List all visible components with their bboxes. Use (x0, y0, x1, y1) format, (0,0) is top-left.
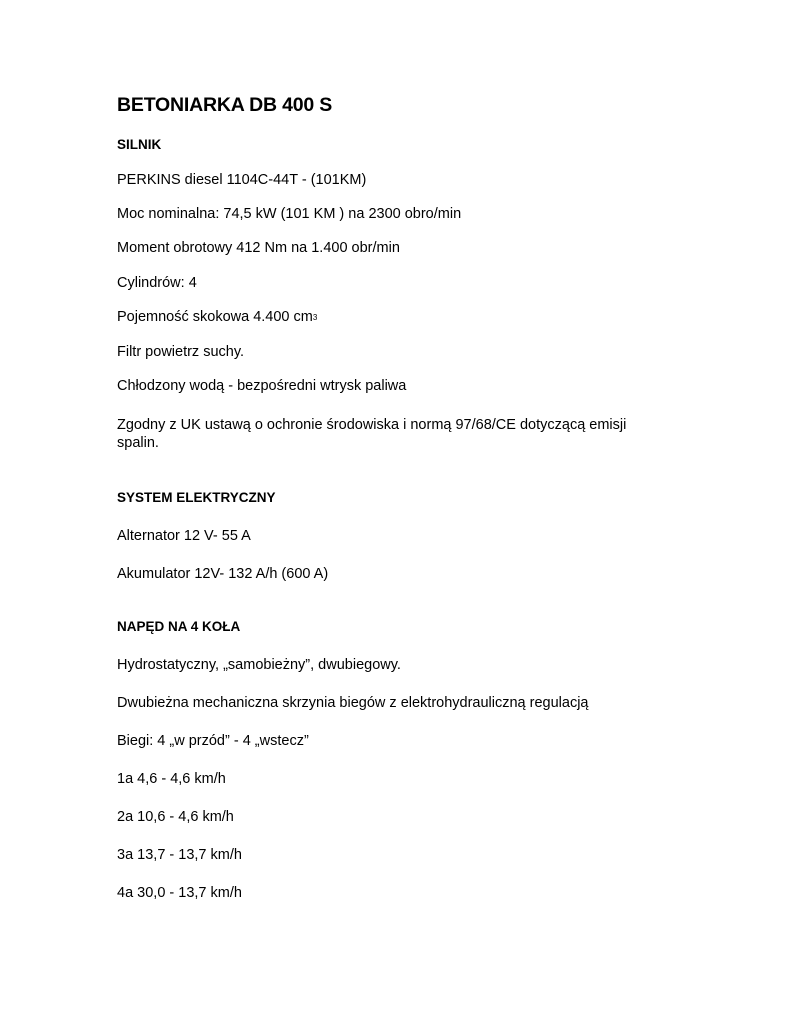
electrical-alternator: Alternator 12 V- 55 A (117, 528, 251, 544)
engine-displacement-text: Pojemność skokowa 4.400 cm (117, 309, 313, 325)
drive-type: Hydrostatyczny, „samobieżny”, dwubiegowy. (117, 657, 401, 673)
electrical-battery: Akumulator 12V- 132 A/h (600 A) (117, 566, 329, 582)
drive-speed-3: 3a 13,7 - 13,7 km/h (117, 847, 242, 863)
engine-displacement (117, 308, 317, 328)
section-heading-electrical: SYSTEM ELEKTRYCZNY (117, 490, 276, 505)
engine-cylinders: Cylindrów: 4 (117, 275, 197, 291)
document-title: BETONIARKA DB 400 S (117, 94, 333, 116)
engine-power: Moc nominalna: 74,5 kW (101 KM ) na 2300 obro/min (117, 206, 462, 222)
engine-compliance: Zgodny z UK ustawą o ochronie środowiska i normą 97/68/CE dotyczącą emisji spalin. (117, 417, 627, 451)
section-heading-drive: NAPĘD NA 4 KOŁA (117, 619, 241, 634)
drive-gears: Biegi: 4 „w przód” - 4 „wstecz” (117, 733, 309, 749)
engine-torque: Moment obrotowy 412 Nm na 1.400 obr/min (117, 240, 400, 256)
engine-cooling: Chłodzony wodą - bezpośredni wtrysk paliwa (117, 378, 407, 394)
drive-gearbox: Dwubieżna mechaniczna skrzynia biegów z elektrohydrauliczną regulacją (117, 695, 589, 711)
drive-speed-1: 1a 4,6 - 4,6 km/h (117, 771, 226, 787)
engine-displacement-superscript: 3 (312, 313, 318, 322)
drive-speed-2: 2a 10,6 - 4,6 km/h (117, 809, 234, 825)
engine-air-filter: Filtr powietrz suchy. (117, 344, 245, 360)
section-heading-engine: SILNIK (117, 137, 162, 152)
engine-model: PERKINS diesel 1104C-44T - (101KM) (117, 172, 367, 188)
drive-speed-4: 4a 30,0 - 13,7 km/h (117, 885, 242, 901)
